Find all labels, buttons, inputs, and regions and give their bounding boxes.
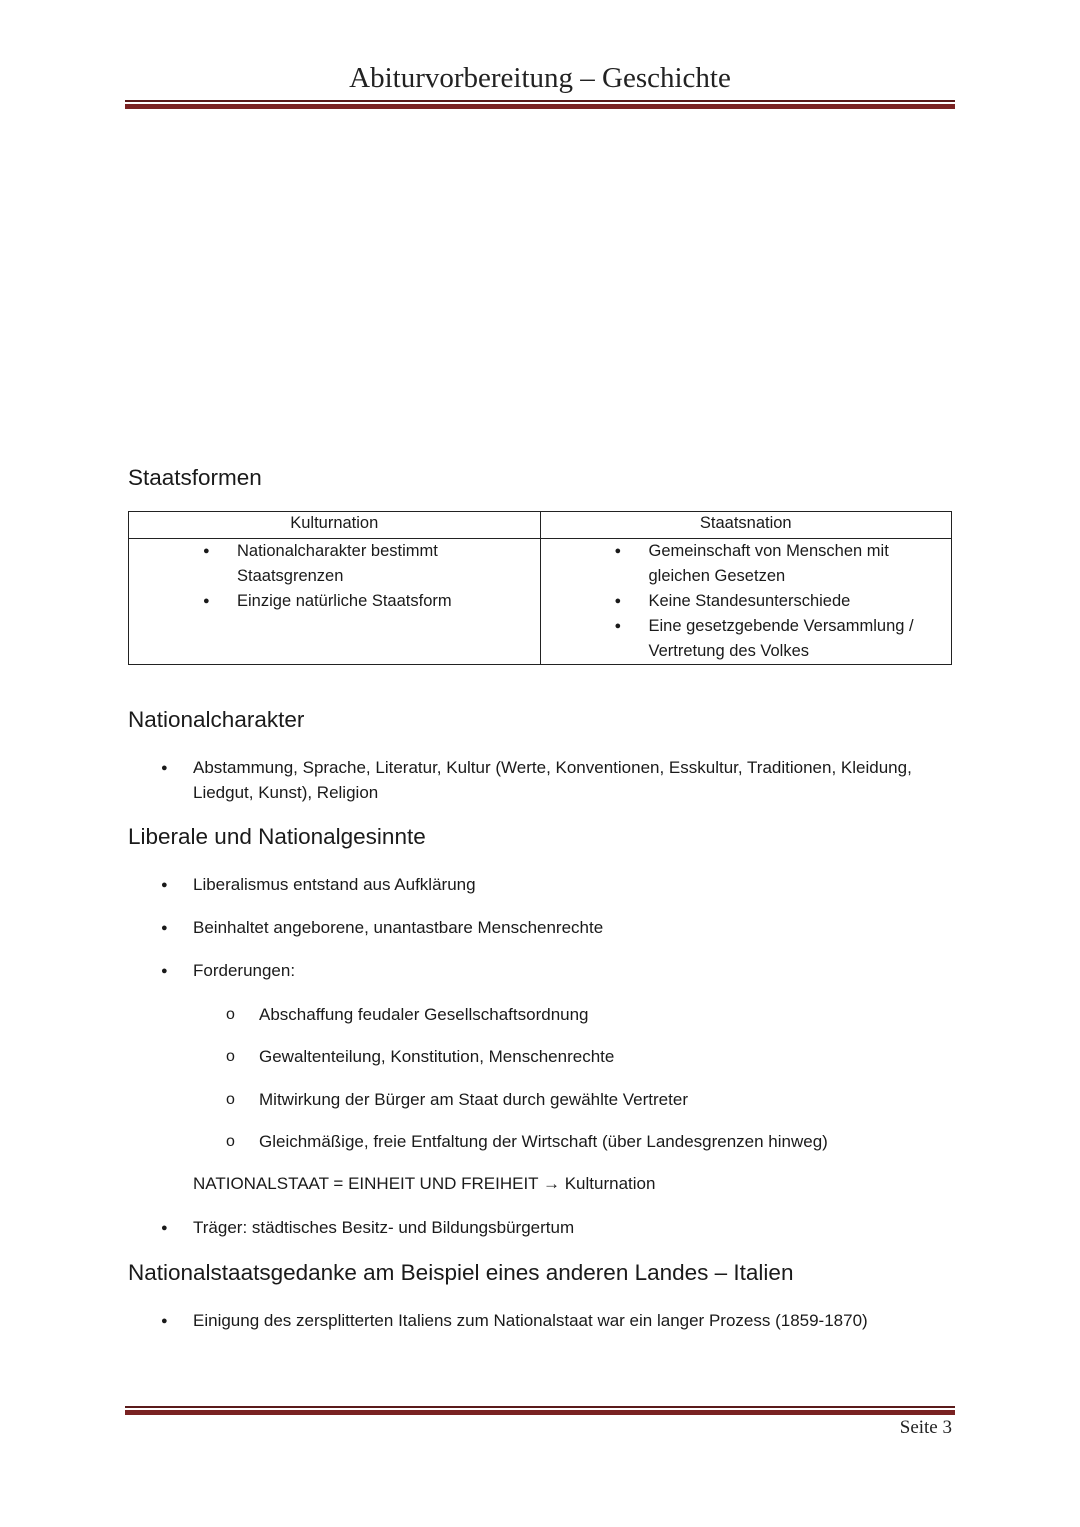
section-heading-nationalcharakter: Nationalcharakter — [128, 707, 305, 732]
table-list-item: ● Gemeinschaft von Menschen mit gleichen Gesetzen — [541, 539, 952, 589]
table-cell-kulturnation — [129, 539, 541, 665]
staatsformen-table — [128, 511, 952, 665]
table-list-item: ● Eine gesetzgebende Versammlung / Vertretung des Volkes — [541, 614, 952, 664]
table-cell-staatsnation — [540, 539, 952, 665]
section-heading-staatsformen: Staatsformen — [128, 465, 262, 490]
list-item: ● Einigung des zersplitterten Italiens zum Nationalstaat war ein langer Prozess (1859-1870) — [193, 1309, 953, 1334]
sub-list-item: o Mitwirkung der Bürger am Staat durch gewählte Vertreter — [259, 1088, 688, 1112]
table-list-item: ● Keine Standesunterschiede — [541, 589, 952, 614]
section-heading-liberale: Liberale und Nationalgesinnte — [128, 824, 426, 849]
nationalstaat-formula: NATIONALSTAAT = EINHEIT UND FREIHEIT → Kulturnation — [193, 1174, 656, 1193]
sub-list-item: o Abschaffung feudaler Gesellschaftsordnung — [259, 1003, 589, 1027]
list-item: ● Abstammung, Sprache, Literatur, Kultur (Werte, Konventionen, Esskultur, Traditionen, Kleidung, Liedgut, Kunst), Religion — [193, 756, 913, 805]
list-item: ● Träger: städtisches Besitz- und Bildungsbürgertum — [193, 1216, 953, 1241]
sub-list-item: o Gleichmäßige, freie Entfaltung der Wirtschaft (über Landesgrenzen hinweg) — [259, 1130, 828, 1154]
list-item: ● Forderungen: — [193, 959, 953, 984]
table-list-item: ● Nationalcharakter bestimmt Staatsgrenzen — [129, 539, 540, 589]
header-rule — [125, 100, 955, 109]
table-header-kulturnation: Kulturnation — [129, 512, 541, 539]
section-heading-italien: Nationalstaatsgedanke am Beispiel eines anderen Landes – Italien — [128, 1260, 794, 1285]
table-header-staatsnation: Staatsnation — [540, 512, 952, 539]
list-item: ● Liberalismus entstand aus Aufklärung — [193, 873, 953, 898]
page-number: Seite 3 — [899, 1417, 952, 1438]
sub-list-item: o Gewaltenteilung, Konstitution, Menschenrechte — [259, 1045, 614, 1069]
header-title: Abiturvorbereitung – Geschichte — [349, 62, 731, 94]
footer-rule — [125, 1406, 955, 1415]
table-list-item: ● Einzige natürliche Staatsform — [129, 589, 540, 614]
list-item: ● Beinhaltet angeborene, unantastbare Menschenrechte — [193, 916, 953, 941]
